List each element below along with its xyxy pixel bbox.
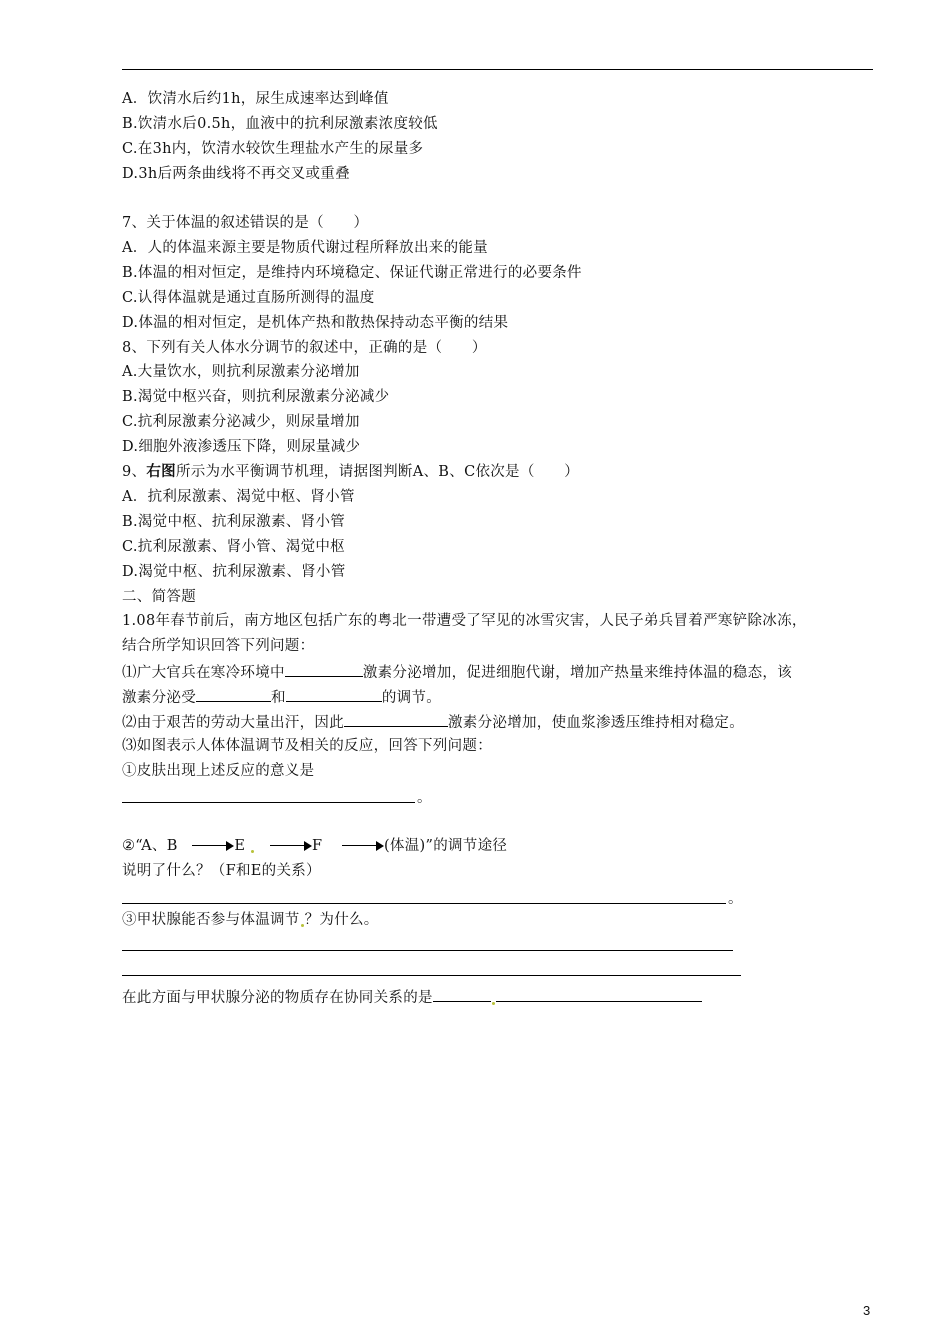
q9-option-c: C.抗利尿激素、肾小管、渴觉中枢 <box>122 539 345 555</box>
answer-blank-synergy-2[interactable] <box>496 986 702 1002</box>
dot-mark-icon <box>301 924 304 927</box>
q7-stem: 7、关于体温的叙述错误的是（ ） <box>122 215 369 231</box>
q7-option-c: C.认得体温就是通过直肠所测得的温度 <box>122 290 375 306</box>
q8-option-d: D.细胞外液渗透压下降，则尿量减少 <box>122 439 361 455</box>
q9-bold-ref: 右图 <box>146 463 176 480</box>
dot-mark-icon <box>492 1002 495 1005</box>
sa-last-line: 在此方面与甲状腺分泌的物质存在协同关系的是 <box>122 986 702 1008</box>
sa-part3: ⑶如图表示人体体温调节及相关的反应，回答下列问题： <box>122 738 492 754</box>
sa-sub2-question: 说明了什么？（F和E的关系） <box>122 863 321 879</box>
answer-line-sub3-1[interactable] <box>122 950 733 951</box>
sa-intro-line1: 1.08年春节前后，南方地区包括广东的粤北一带遭受了罕见的冰雪灾害，人民子弟兵冒着严寒铲除冰冻， <box>122 613 807 629</box>
answer-blank-hormone[interactable] <box>285 661 363 677</box>
sa-sub1: ①皮肤出现上述反应的意义是 <box>122 763 315 779</box>
q8-option-b: B.渴觉中枢兴奋，则抗利尿激素分泌减少 <box>122 389 390 405</box>
q6-option-d: D.3h后两条曲线将不再交叉或重叠 <box>122 166 350 182</box>
q7-option-b: B.体温的相对恒定，是维持内环境稳定、保证代谢正常进行的必要条件 <box>122 265 582 281</box>
q7-option-d: D.体温的相对恒定，是机体产热和散热保持动态平衡的结果 <box>122 315 509 331</box>
sa-part1-line1: ⑴广大官兵在寒冷环境中 激素分泌增加，促进细胞代谢，增加产热量来维持体温的稳态，该 <box>122 661 792 683</box>
q6-option-a: A．饮清水后约1h，尿生成速率达到峰值 <box>122 91 389 107</box>
sa-sub3: ③甲状腺能否参与体温调节 ？为什么。 <box>122 912 379 928</box>
arrow-icon <box>270 840 312 852</box>
sa-sub2: ②“A、B E F (体温)”的调节途径 <box>122 838 508 854</box>
q6-option-b: B.饮清水后0.5h，血液中的抗利尿激素浓度较低 <box>122 116 438 132</box>
answer-line-sub3-2[interactable] <box>122 975 741 976</box>
answer-blank-regulator-2[interactable] <box>286 686 382 702</box>
section-heading: 二、简答题 <box>122 589 196 605</box>
sa-intro-line2: 结合所学知识回答下列问题： <box>122 638 315 654</box>
q7-option-a: A．人的体温来源主要是物质代谢过程所释放出来的能量 <box>122 240 488 256</box>
page-number: 3 <box>863 1303 871 1318</box>
sub2-period: 。 <box>728 891 743 907</box>
q9-option-d: D.渴觉中枢、抗利尿激素、肾小管 <box>122 564 346 580</box>
q9-stem <box>122 462 579 482</box>
q8-option-c: C.抗利尿激素分泌减少，则尿量增加 <box>122 414 360 430</box>
q8-stem: 8、下列有关人体水分调节的叙述中，正确的是（ ） <box>122 340 487 356</box>
header-rule <box>122 69 873 70</box>
answer-blank-synergy-1[interactable] <box>433 986 491 1002</box>
arrow-icon <box>342 840 384 852</box>
q9-option-b: B.渴觉中枢、抗利尿激素、肾小管 <box>122 514 346 530</box>
answer-blank-sweat-hormone[interactable] <box>344 711 448 727</box>
answer-line-sub1[interactable] <box>122 802 415 803</box>
q8-option-a: A.大量饮水，则抗利尿激素分泌增加 <box>122 364 360 380</box>
q9-number: 9、 <box>122 464 147 480</box>
answer-blank-regulator-1[interactable] <box>196 686 271 702</box>
q6-option-c: C.在3h内，饮清水较饮生理盐水产生的尿量多 <box>122 141 424 157</box>
dot-mark-icon <box>251 850 254 853</box>
q9-option-a: A．抗利尿激素、渴觉中枢、肾小管 <box>122 489 355 505</box>
arrow-icon <box>192 840 234 852</box>
answer-line-sub2[interactable] <box>122 903 726 904</box>
sa-part1-line2: 激素分泌受 和 的调节。 <box>122 686 441 708</box>
sa-part2: ⑵由于艰苦的劳动大量出汗，因此 激素分泌增加，使血浆渗透压维持相对稳定。 <box>122 711 744 733</box>
sub1-period: 。 <box>417 790 432 806</box>
q9-stem-rest: 所示为水平衡调节机理，请据图判断A、B、C依次是（ ） <box>175 464 580 480</box>
